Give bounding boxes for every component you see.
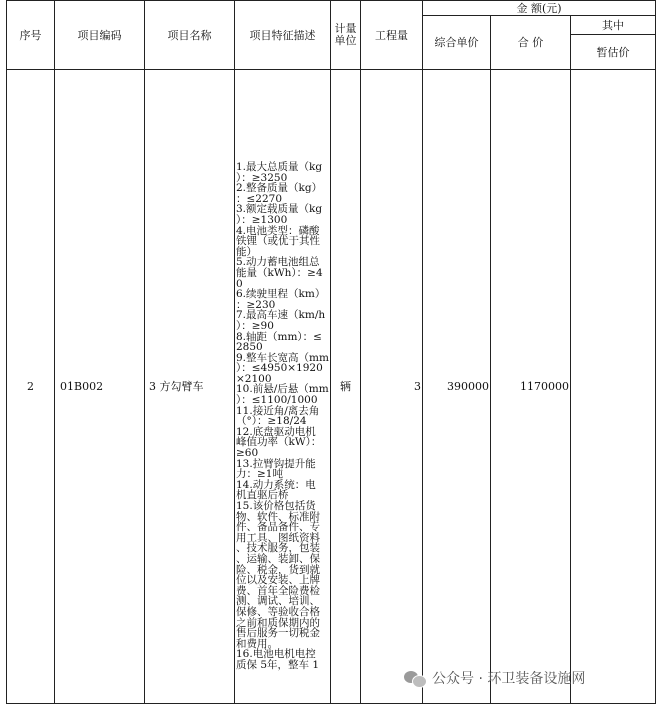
wechat-icon xyxy=(404,669,426,687)
header-desc: 项目特征描述 xyxy=(235,1,331,70)
row-provisional xyxy=(571,70,656,704)
header-unit-line2: 单位 xyxy=(334,34,357,47)
desc-line: 质保 5年，整车 1 xyxy=(236,658,320,671)
desc-line: ）：≥90 xyxy=(236,319,274,332)
header-of-which: 其中 xyxy=(571,16,656,35)
desc-line: ）：≥3250 xyxy=(236,171,288,184)
watermark xyxy=(404,668,585,688)
desc-line: 0 xyxy=(236,277,243,290)
header-unit-price: 综合单价 xyxy=(423,16,491,70)
desc-line: 保修、等验收合格 xyxy=(236,605,320,618)
desc-line: ：≥230 xyxy=(236,298,276,311)
table-row xyxy=(7,70,656,704)
desc-line: 15.该价格包括货 xyxy=(236,500,316,512)
desc-line: 件、备品备件、专 xyxy=(236,521,320,534)
desc-line: 16.电池电机电控 xyxy=(236,648,316,661)
desc-line: 10.前悬/后悬（mm xyxy=(236,383,329,396)
desc-line: 险、税金，货到就 xyxy=(236,563,320,576)
header-total: 合 价 xyxy=(491,16,571,70)
desc-line: 位以及安装、上牌 xyxy=(236,574,320,587)
desc-line: 1.最大总质量（kg xyxy=(236,161,323,173)
desc-line: 峰值功率（kW）： xyxy=(236,436,322,449)
desc-line: 9.整车长宽高（mm xyxy=(236,351,329,364)
row-qty: 3 xyxy=(361,70,423,704)
desc-line: 6.续驶里程（km） xyxy=(236,288,326,301)
desc-line: 用工具、图纸资料 xyxy=(236,531,320,544)
desc-line: 13.拉臂钩提升能 xyxy=(236,457,316,470)
desc-line: 和费用。 xyxy=(236,637,278,650)
row-unit: 辆 xyxy=(331,70,361,704)
desc-line: 8.轴距（mm）：≤ xyxy=(236,330,322,343)
desc-line: 费、首年全险费检 xyxy=(236,584,320,597)
desc-line: 3.额定载质量（kg xyxy=(236,203,323,216)
desc-line: 物、软件、标准附 xyxy=(236,510,320,523)
header-amount: 金 额(元) xyxy=(423,1,656,16)
row-seq: 2 xyxy=(7,70,55,704)
header-seq: 序号 xyxy=(7,1,55,70)
desc-line: 12.底盘驱动电机 xyxy=(236,425,316,438)
desc-lines xyxy=(236,162,329,671)
desc-line: ×2100 xyxy=(236,372,272,385)
header-provisional: 暂估价 xyxy=(571,35,656,70)
desc-line: 能量（kWh）：≥4 xyxy=(236,266,323,279)
desc-line: 11.接近角/离去角 xyxy=(236,404,320,417)
desc-line: 能） xyxy=(236,245,257,258)
desc-line: 之前和质保期内的 xyxy=(236,616,320,629)
desc-line: 2.整备质量（kg） xyxy=(236,182,323,195)
desc-line: （°）：≥18/24 xyxy=(236,415,307,428)
desc-line: 7.最高车速（km/h xyxy=(236,309,326,322)
desc-line: 铁锂（或优于其性 xyxy=(236,235,320,248)
desc-line: 测、调试、培训、 xyxy=(236,595,320,608)
header-code: 项目编码 xyxy=(55,1,145,70)
header-name: 项目名称 xyxy=(145,1,235,70)
desc-line: 4.电池类型：磷酸 xyxy=(236,224,320,237)
desc-line: 、技术服务，包装 xyxy=(236,542,320,555)
watermark-text: 公众号 · 环卫装备设施网 xyxy=(432,671,586,687)
desc-line: ）：≤1100/1000 xyxy=(236,394,318,407)
desc-line: 力：≥1吨 xyxy=(236,468,283,481)
row-name: 3 方勾臂车 xyxy=(145,70,235,704)
desc-line: ≥60 xyxy=(236,447,259,460)
desc-line: 5.动力蓄电池组总 xyxy=(236,256,320,269)
desc-line: 售后服务一切税金 xyxy=(236,627,320,640)
row-code: 01B002 xyxy=(55,70,145,704)
header-qty: 工程量 xyxy=(361,1,423,70)
desc-line: 机直驱后桥 xyxy=(236,489,289,502)
desc-line: ：≤2270 xyxy=(236,192,283,205)
desc-line: 2850 xyxy=(236,341,263,354)
desc-line: 14.动力系统：电 xyxy=(236,478,316,491)
header-unit-line1: 计量 xyxy=(334,22,357,35)
header-unit xyxy=(331,1,361,70)
bill-of-quantities-table xyxy=(6,0,656,704)
row-total: 1170000 xyxy=(491,70,571,704)
desc-line: 、运输、装卸、保 xyxy=(236,552,320,565)
desc-line: ）：≥1300 xyxy=(236,213,288,226)
desc-line: ）：≤4950×1920 xyxy=(236,362,323,375)
row-unit-price: 390000 xyxy=(423,70,491,704)
row-desc xyxy=(235,70,331,704)
